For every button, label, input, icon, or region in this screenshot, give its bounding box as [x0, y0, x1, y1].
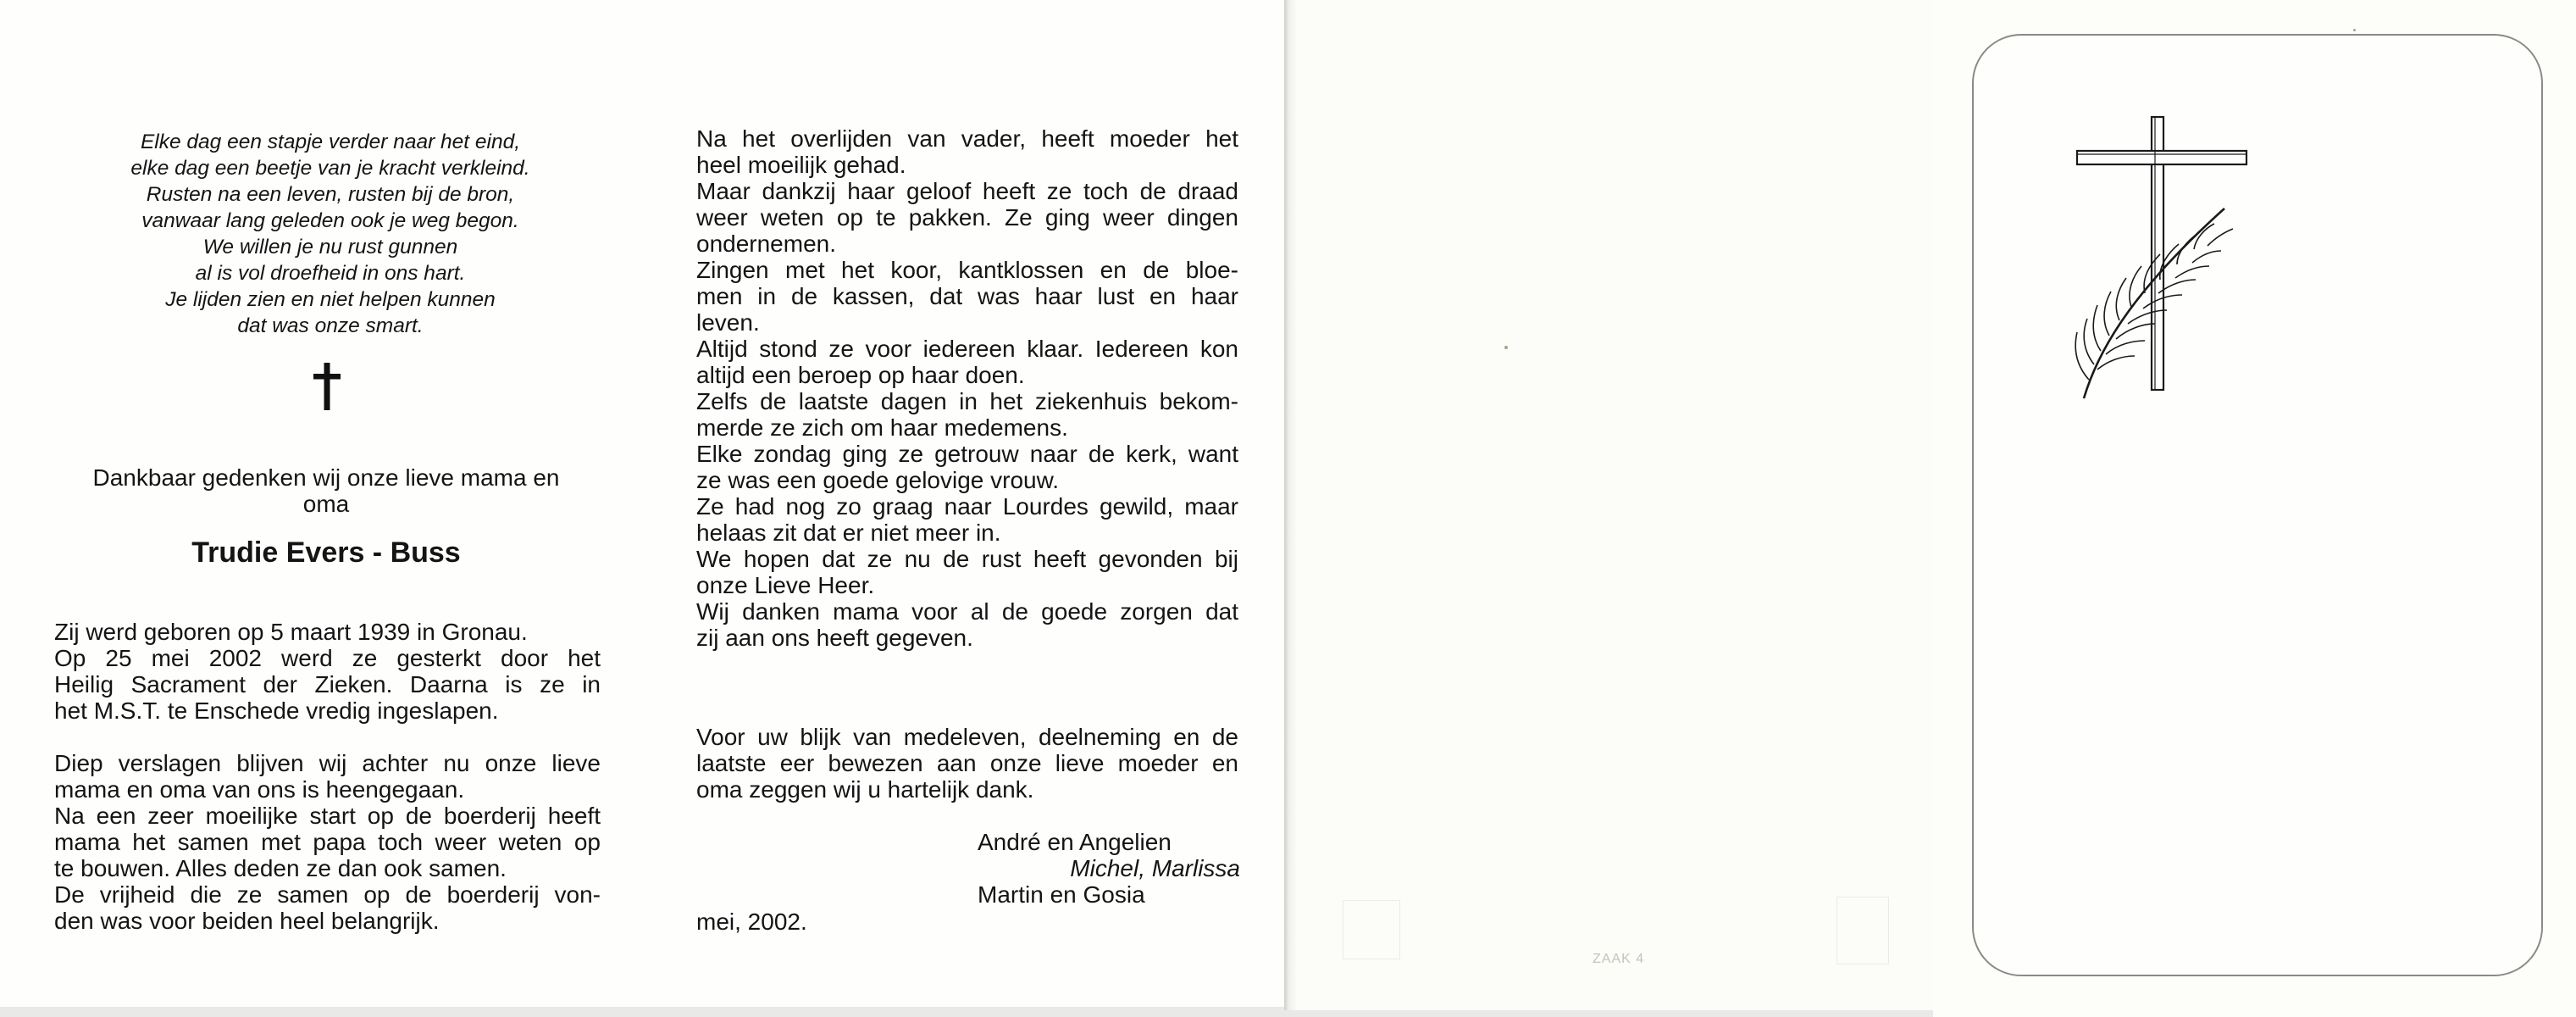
page-fold-shadow	[1284, 0, 1296, 1010]
signatories	[978, 829, 1240, 908]
date-line: mei, 2002.	[696, 909, 807, 935]
dedication	[51, 464, 601, 517]
text-line: mama en oma van ons is heengegaan.	[54, 776, 465, 803]
text-line: Diep verslagen blijven wij achter nu onze lieve	[54, 750, 601, 776]
birth-paragraph	[54, 619, 601, 724]
text-line: men in de kassen, dat was haar lust en haar	[696, 283, 1238, 309]
text-line: Zij werd geboren op 5 maart 1939 in Gronau.	[54, 619, 528, 645]
text-line: Wij danken mama voor al de goede zorgen dat	[696, 598, 1238, 625]
poem-line: dat was onze smart.	[237, 314, 424, 337]
deceased-name: Trudie Evers - Buss	[191, 536, 461, 569]
text-line: Na een zeer moeilijke start op de boerderij heeft	[54, 803, 601, 829]
text-line: ondernemen.	[696, 231, 837, 257]
text-line: De vrijheid die ze samen op de boerderij von-	[54, 881, 601, 908]
text-line: oma zeggen wij u hartelijk dank.	[696, 776, 1034, 803]
text-line: Zelfs de laatste dagen in het ziekenhuis bekom-	[696, 388, 1238, 414]
text-line: het M.S.T. te Enschede vredig ingeslapen.	[54, 697, 499, 724]
faint-printer-mark	[1836, 897, 1889, 964]
text-line: Op 25 mei 2002 werd ze gesterkt door het	[54, 645, 601, 671]
grief-paragraph	[54, 750, 601, 934]
text-line: leven.	[696, 309, 760, 336]
poem-line: al is vol droefheid in ons hart.	[195, 262, 466, 285]
text-line: Voor uw blijk van medeleven, deelneming en de	[696, 724, 1238, 750]
poem-line: We willen je nu rust gunnen	[202, 236, 458, 258]
text-line: weer weten op te pakken. Ze ging weer dingen	[696, 204, 1238, 231]
text-line: Maar dankzij haar geloof heeft ze toch de draad	[696, 178, 1238, 204]
poem-line: Elke dag een stapje verder naar het eind,	[140, 131, 521, 153]
text-line: Na het overlijden van vader, heeft moeder het	[696, 125, 1238, 152]
text-line: We hopen dat ze nu de rust heeft gevonden bij	[696, 546, 1238, 572]
poem	[72, 129, 589, 339]
paper-speck	[2353, 29, 2356, 31]
signatory-line: André en Angelien	[978, 829, 1172, 855]
faint-printer-mark	[1343, 900, 1400, 959]
text-line: heel moeilijk gehad.	[696, 152, 906, 178]
poem-line: vanwaar lang geleden ook je weg begon.	[141, 209, 519, 232]
text-line: helaas zit dat er niet meer in.	[696, 520, 1001, 546]
poem-line: elke dag een beetje van je kracht verkleind.	[130, 157, 530, 180]
text-line: ze was een goede gelovige vrouw.	[696, 467, 1060, 493]
text-line: den was voor beiden heel belangrijk.	[54, 908, 440, 934]
text-line: Altijd stond ze voor iedereen klaar. Iedereen kon	[696, 336, 1238, 362]
thanks-paragraph	[696, 724, 1238, 803]
printer-code: ZAAK 4	[1593, 952, 1645, 966]
text-line: laatste eer bewezen aan onze lieve moeder en	[696, 750, 1238, 776]
paper-speck	[1504, 346, 1508, 349]
text-line: altijd een beroep op haar doen.	[696, 362, 1025, 388]
text-line: Elke zondag ging ze getrouw naar de kerk, want	[696, 441, 1238, 467]
back-page	[1296, 0, 1933, 1010]
life-story-paragraph	[696, 125, 1238, 651]
text-line: Heilig Sacrament der Zieken. Daarna is ze in	[54, 671, 601, 697]
text-line: Zingen met het koor, kantklossen en de bloe-	[696, 257, 1238, 283]
signatory-line: Michel, Marlissa	[1070, 855, 1240, 881]
text-line: Ze had nog zo graag naar Lourdes gewild, maar	[696, 493, 1238, 520]
poem-line: Je lijden zien en niet helpen kunnen	[165, 288, 496, 311]
text-line: te bouwen. Alles deden ze dan ook samen.	[54, 855, 507, 881]
cross-with-palm-branch-icon	[2067, 110, 2253, 407]
card-border-frame	[1972, 34, 2543, 976]
text-line: mama het samen met papa toch weer weten op	[54, 829, 601, 855]
text-line: zij aan ons heeft gegeven.	[696, 625, 973, 651]
dedication-line: Dankbaar gedenken wij onze lieve mama en	[92, 464, 560, 491]
text-line: onze Lieve Heer.	[696, 572, 875, 598]
text-line: merde ze zich om haar medemens.	[696, 414, 1068, 441]
latin-cross-icon	[310, 363, 344, 410]
signatory-line: Martin en Gosia	[978, 881, 1145, 908]
poem-line: Rusten na een leven, rusten bij de bron,	[146, 183, 515, 206]
dedication-line: oma	[302, 491, 350, 517]
